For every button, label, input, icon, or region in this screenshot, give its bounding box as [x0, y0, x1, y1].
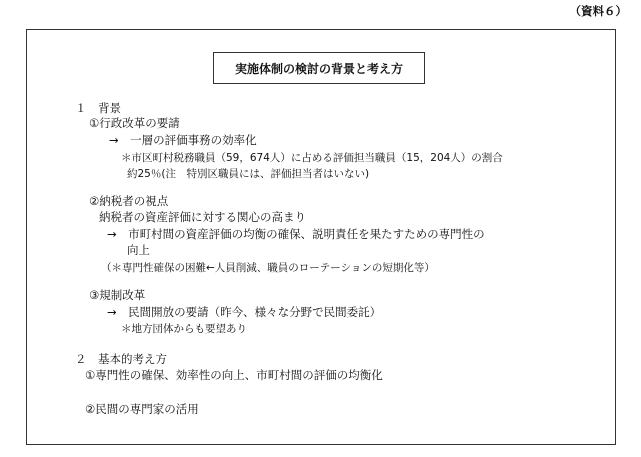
section1-item1-note-line2: 約25％(注 特別区職員には、評価担当者はいない) — [127, 168, 370, 180]
section1-item2-note: （＊専門性確保の困難←人員削減、職員のローテーションの短期化等） — [101, 262, 435, 274]
section1-item2-sub-text: 納税者の資産評価に対する関心の高まり — [99, 210, 306, 224]
section1-item2-arrow-line1: → 市町村間の資産評価の均衡の確保、説明責任を果たすための専門性の — [107, 227, 485, 241]
document-frame — [26, 29, 616, 445]
section2-item2: ②民間の専門家の活用 — [85, 402, 199, 416]
section1-item3-arrow-text: → 民間開放の要請（昨今、様々な分野で民間委託） — [107, 305, 382, 319]
section1-item1-arrow-text: → 一層の評価事務の効率化 — [109, 133, 257, 147]
section1-heading: １ 背景 — [75, 101, 121, 115]
section1-item1-heading: ①行政改革の要請 — [89, 116, 180, 130]
section1-item2-arrow-line2: 向上 — [127, 243, 150, 257]
section1-item2-heading: ②納税者の視点 — [89, 194, 169, 208]
section1-item3-heading: ③規制改革 — [89, 288, 146, 302]
reference-label: （資料６） — [569, 4, 627, 18]
section1-item1-note-line1: ＊市区町村税務職員（59，674人）に占める評価担当職員（15，204人）の割合 — [121, 152, 503, 164]
section1-item3-note: ＊地方団体からも要望あり — [121, 323, 247, 335]
document-title: 実施体制の検討の背景と考え方 — [213, 52, 425, 84]
section2-item1: ①専門性の確保、効率性の向上、市町村間の評価の均衡化 — [85, 368, 383, 382]
section2-heading: ２ 基本的考え方 — [75, 352, 167, 366]
